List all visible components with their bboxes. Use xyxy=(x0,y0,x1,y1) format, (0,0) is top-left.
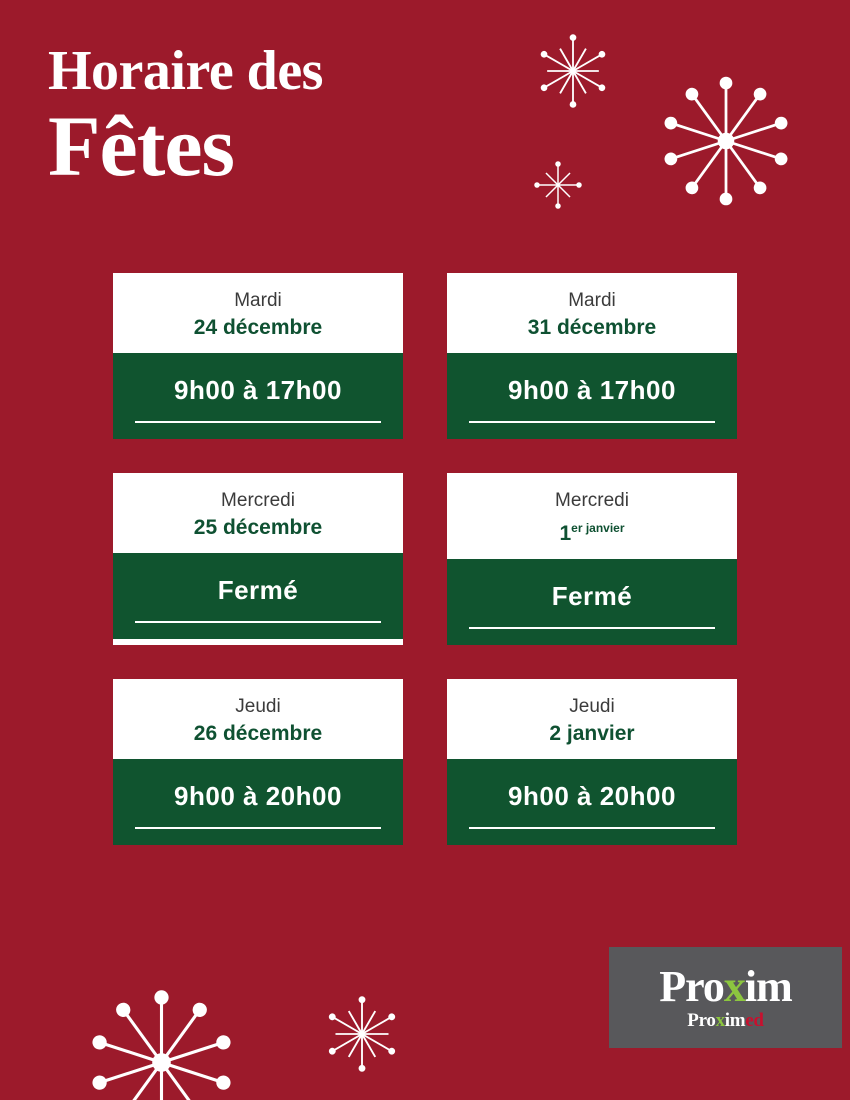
schedule-row xyxy=(113,473,737,645)
card-hours-label: Fermé xyxy=(135,575,381,623)
card-date-label xyxy=(457,315,727,341)
schedule-row xyxy=(113,273,737,439)
card-body xyxy=(113,553,403,639)
schedule-card xyxy=(447,473,737,645)
card-date-label xyxy=(123,515,393,541)
card-body xyxy=(447,759,737,845)
card-header xyxy=(447,679,737,759)
card-hours-label: 9h00 à 20h00 xyxy=(135,781,381,829)
logo-wordmark xyxy=(659,961,792,1011)
title-line-2: Fêtes xyxy=(48,98,234,194)
card-body xyxy=(447,353,737,439)
card-header xyxy=(113,273,403,353)
card-hours-label: 9h00 à 17h00 xyxy=(469,375,715,423)
card-date-label xyxy=(457,721,727,747)
schedule-card xyxy=(113,679,403,845)
card-hours-label: 9h00 à 20h00 xyxy=(469,781,715,829)
card-hours-label: 9h00 à 17h00 xyxy=(135,375,381,423)
schedule-row xyxy=(113,679,737,845)
card-header xyxy=(447,473,737,559)
card-header xyxy=(447,273,737,353)
card-date-label xyxy=(123,721,393,747)
card-date-text: 31 décembre xyxy=(527,316,657,339)
schedule-card xyxy=(113,273,403,439)
card-date-text: 2 janvier xyxy=(549,722,635,745)
logo-accent-x: x xyxy=(723,961,745,1011)
schedule-card xyxy=(447,679,737,845)
card-day-label: Mardi xyxy=(568,290,616,311)
snowflake-icon xyxy=(657,72,795,215)
card-date-label xyxy=(123,315,393,341)
logo-sub-end: ed xyxy=(745,1009,764,1031)
schedule-card xyxy=(113,473,403,645)
card-date-text: 26 décembre xyxy=(193,722,323,745)
card-body xyxy=(113,353,403,439)
card-day-label: Jeudi xyxy=(235,696,281,717)
logo-sub-mid: im xyxy=(724,1009,746,1031)
card-day-label: Jeudi xyxy=(569,696,615,717)
card-date-text: 1 xyxy=(559,522,572,545)
brand-logo xyxy=(609,947,842,1048)
logo-sub-prefix: Pro xyxy=(687,1009,716,1031)
card-day-label: Mercredi xyxy=(221,490,295,511)
card-hours-label: Fermé xyxy=(469,581,715,629)
snowflake-icon xyxy=(533,160,583,215)
card-date-text: 25 décembre xyxy=(193,516,323,539)
card-day-label: Mardi xyxy=(234,290,282,311)
logo-sub-accent-x: x xyxy=(715,1009,725,1031)
card-day-label: Mercredi xyxy=(555,490,629,511)
snowflake-icon xyxy=(323,995,401,1078)
logo-prefix: Pro xyxy=(659,961,724,1011)
card-date-text: 24 décembre xyxy=(193,316,323,339)
logo-suffix: im xyxy=(744,961,792,1011)
snowflake-icon xyxy=(84,985,239,1100)
schedule-grid xyxy=(113,273,737,879)
card-date-label xyxy=(457,515,727,547)
schedule-card xyxy=(447,273,737,439)
card-body xyxy=(447,559,737,645)
logo-subbrand xyxy=(687,1011,763,1031)
card-header xyxy=(113,473,403,553)
page-title xyxy=(48,40,323,194)
card-body xyxy=(113,759,403,845)
card-header xyxy=(113,679,403,759)
title-line-1: Horaire des xyxy=(48,40,323,102)
snowflake-icon xyxy=(535,33,611,114)
card-date-suffix: er janvier xyxy=(571,521,625,535)
